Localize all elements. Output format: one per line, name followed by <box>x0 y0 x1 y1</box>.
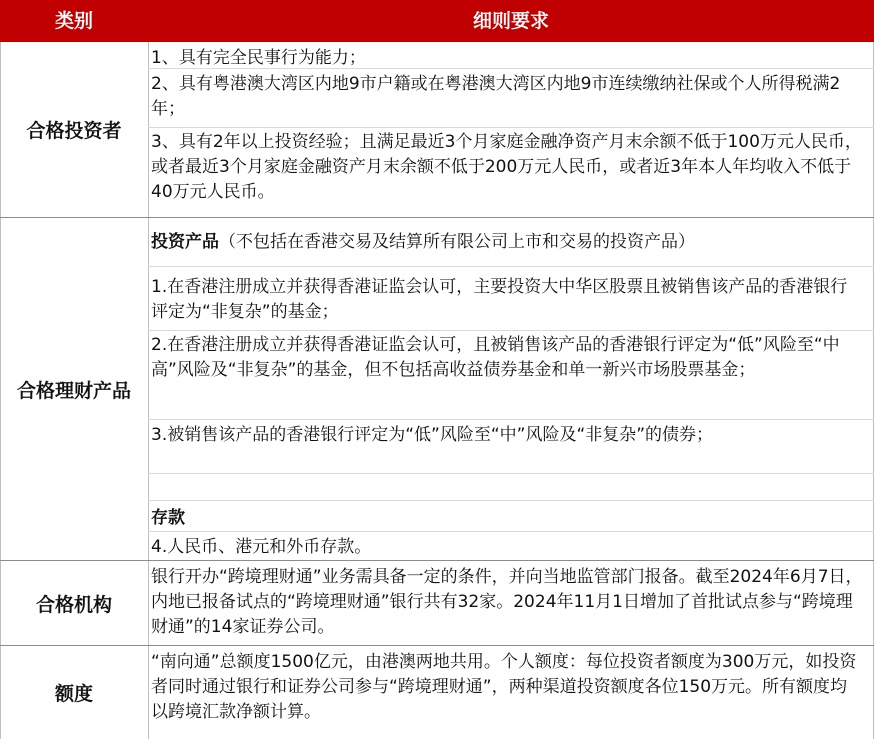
sub-divider <box>148 419 874 420</box>
invest-products-note: （不包括在香港交易及结算所有限公司上市和交易的投资产品） <box>219 232 695 252</box>
product-item-2: 2.在香港注册成立并获得香港证监会认可，且被销售该产品的香港银行评定为“低”风险至“中高”风险及“非复杂”的基金，但不包括高收益债券基金和单一新兴市场股票基金； <box>151 335 840 380</box>
deposit-title: 存款 <box>151 508 185 528</box>
column-divider <box>148 561 149 645</box>
quota-text: “南向通”总额度1500亿元，由港澳两地共用。个人额度：每位投资者额度为300万元，如投资者同时通过银行和证券公司参与“跨境理财通”，两种渠道投资额度各位150万元。所有额度均以跨境汇款净额计算。 <box>151 652 857 722</box>
header-category: 类别 <box>54 10 93 32</box>
institution-text: 银行开办“跨境理财通”业务需具备一定的条件，并向当地监管部门报备。截至2024年6月7日，内地已报备试点的“跨境理财通”银行共有32家。2024年11月1日增加了首批试点参与“跨境理财通”的14家证券公司。 <box>151 567 863 637</box>
row-qualified-products <box>0 218 874 560</box>
investor-item-1: 1、具有完全民事行为能力； <box>151 48 366 68</box>
sub-divider <box>148 473 874 474</box>
investor-item-3: 3、具有2年以上投资经验；且满足最近3个月家庭金融净资产月末余额不低于100万元人民币，或者最近3个月家庭金融资产月末余额不低于200万元人民币，或者近3年本人年均收入不低于40万元人民币。 <box>151 132 862 202</box>
product-item-1: 1.在香港注册成立并获得香港证监会认可，主要投资大中华区股票且被销售该产品的香港银行评定为“非复杂”的基金； <box>151 277 848 322</box>
sub-divider <box>148 266 874 267</box>
category-institution: 合格机构 <box>35 593 112 616</box>
row-qualified-investor <box>0 42 874 217</box>
sub-divider <box>148 68 874 69</box>
sub-divider <box>148 330 874 331</box>
header-requirements: 细则要求 <box>472 10 549 32</box>
category-quota: 额度 <box>54 683 93 705</box>
row-qualified-institution <box>0 561 874 645</box>
category-products: 合格理财产品 <box>16 379 131 402</box>
invest-products-title: 投资产品 <box>151 232 219 252</box>
sub-divider <box>148 500 874 501</box>
invest-products-heading <box>151 230 863 255</box>
sub-divider <box>148 127 874 128</box>
category-investor: 合格投资者 <box>26 120 122 142</box>
column-divider <box>148 646 149 739</box>
column-divider <box>148 218 149 560</box>
product-item-3: 3.被销售该产品的香港银行评定为“低”风险至“中”风险及“非复杂”的债券； <box>151 425 714 445</box>
sub-divider <box>148 531 874 532</box>
investor-item-2: 2、具有粤港澳大湾区内地9市户籍或在粤港澳大湾区内地9市连续缴纳社保或个人所得税满2年； <box>151 74 841 119</box>
table-header <box>0 0 874 42</box>
row-quota <box>0 646 874 739</box>
deposit-item: 4.人民币、港元和外币存款。 <box>151 537 372 557</box>
